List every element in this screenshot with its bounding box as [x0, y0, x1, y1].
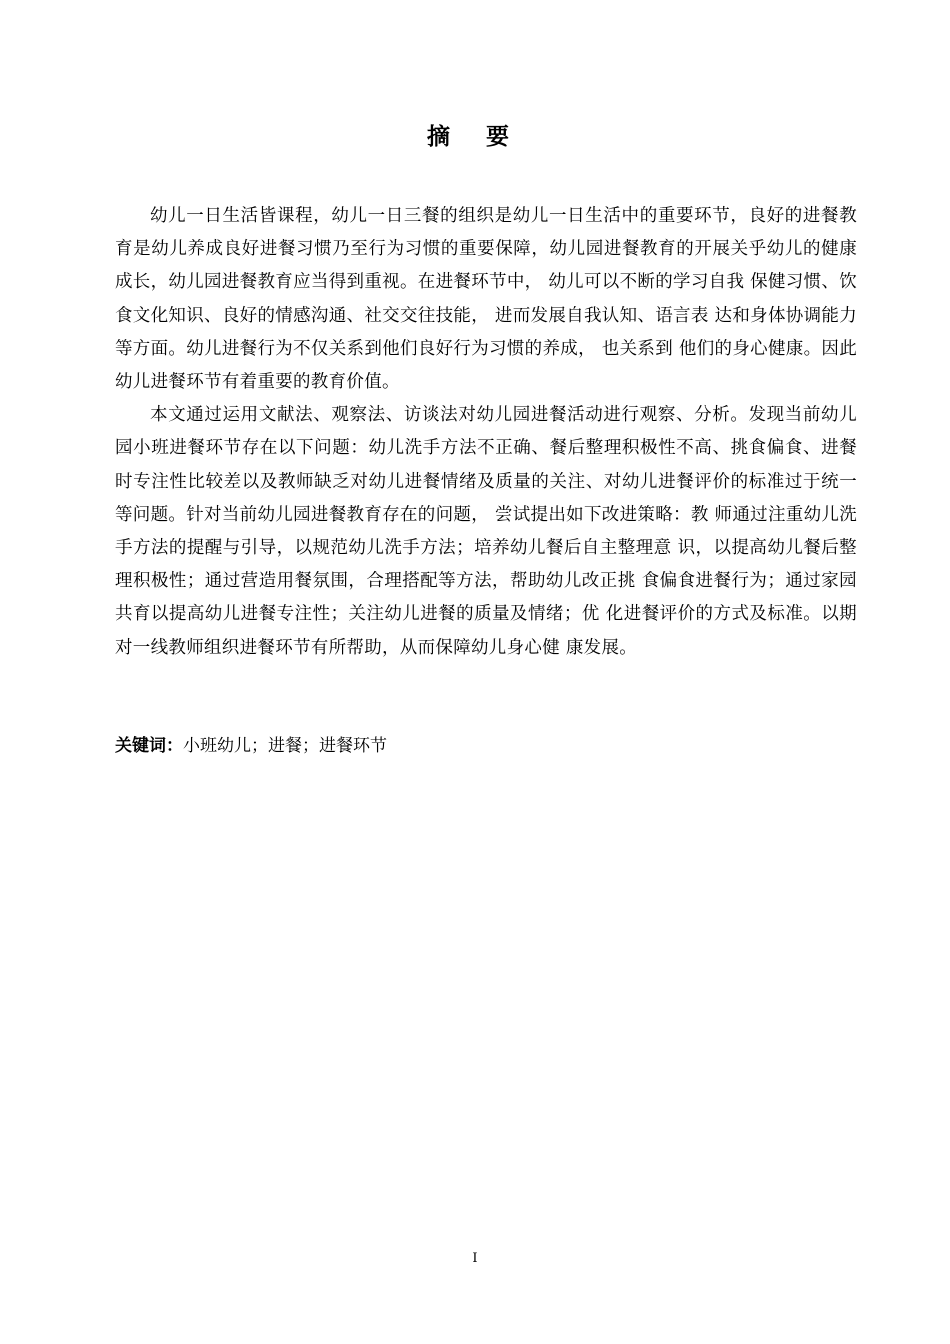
keywords-label: 关键词： [115, 736, 183, 756]
abstract-paragraph-2: 本文通过运用文献法、观察法、访谈法对幼儿园进餐活动进行观察、分析。发现当前幼儿园小班进餐环节存在以下问题：幼儿洗手方法不正确、餐后整理积极性不高、挑食偏食、进餐时专注性比较差以及教师缺乏对幼儿进餐情绪及质量的关注、对幼儿进餐评价的标准过于统一等问题。针对当前幼儿园进餐教育存在的问题， 尝试提出如下改进策略：教 师通过注重幼儿洗手方法的提醒与引导，以规范幼儿洗手方法；培养幼儿餐后自主整理意 识，以提高幼儿餐后整理积极性；通过营造用餐氛围，合理搭配等方法，帮助幼儿改正挑 食偏食进餐行为；通过家园共育以提高幼儿进餐专注性；关注幼儿进餐的质量及情绪；优 化进餐评价的方式及标准。以期对一线教师组织进餐环节有所帮助，从而保障幼儿身心健 康发展。 [115, 405, 857, 658]
abstract-body [115, 200, 857, 665]
keywords-text: 小班幼儿；进餐；进餐环节 [183, 736, 387, 756]
page-number: I [472, 1251, 478, 1266]
keywords-line [115, 732, 857, 760]
abstract-paragraph-1: 幼儿一日生活皆课程，幼儿一日三餐的组织是幼儿一日生活中的重要环节，良好的进餐教育是幼儿养成良好进餐习惯乃至行为习惯的重要保障，幼儿园进餐教育的开展关乎幼儿的健康成长，幼儿园进餐教育应当得到重视。在进餐环节中， 幼儿可以不断的学习自我 保健习惯、饮食文化知识、良好的情感沟通、社交交往技能， 进而发展自我认知、语言表 达和身体协调能力等方面。幼儿进餐行为不仅关系到他们良好行为习惯的养成， 也关系到 他们的身心健康。因此幼儿进餐环节有着重要的教育价值。 [115, 206, 857, 393]
page-title: 摘 要 [426, 124, 523, 150]
